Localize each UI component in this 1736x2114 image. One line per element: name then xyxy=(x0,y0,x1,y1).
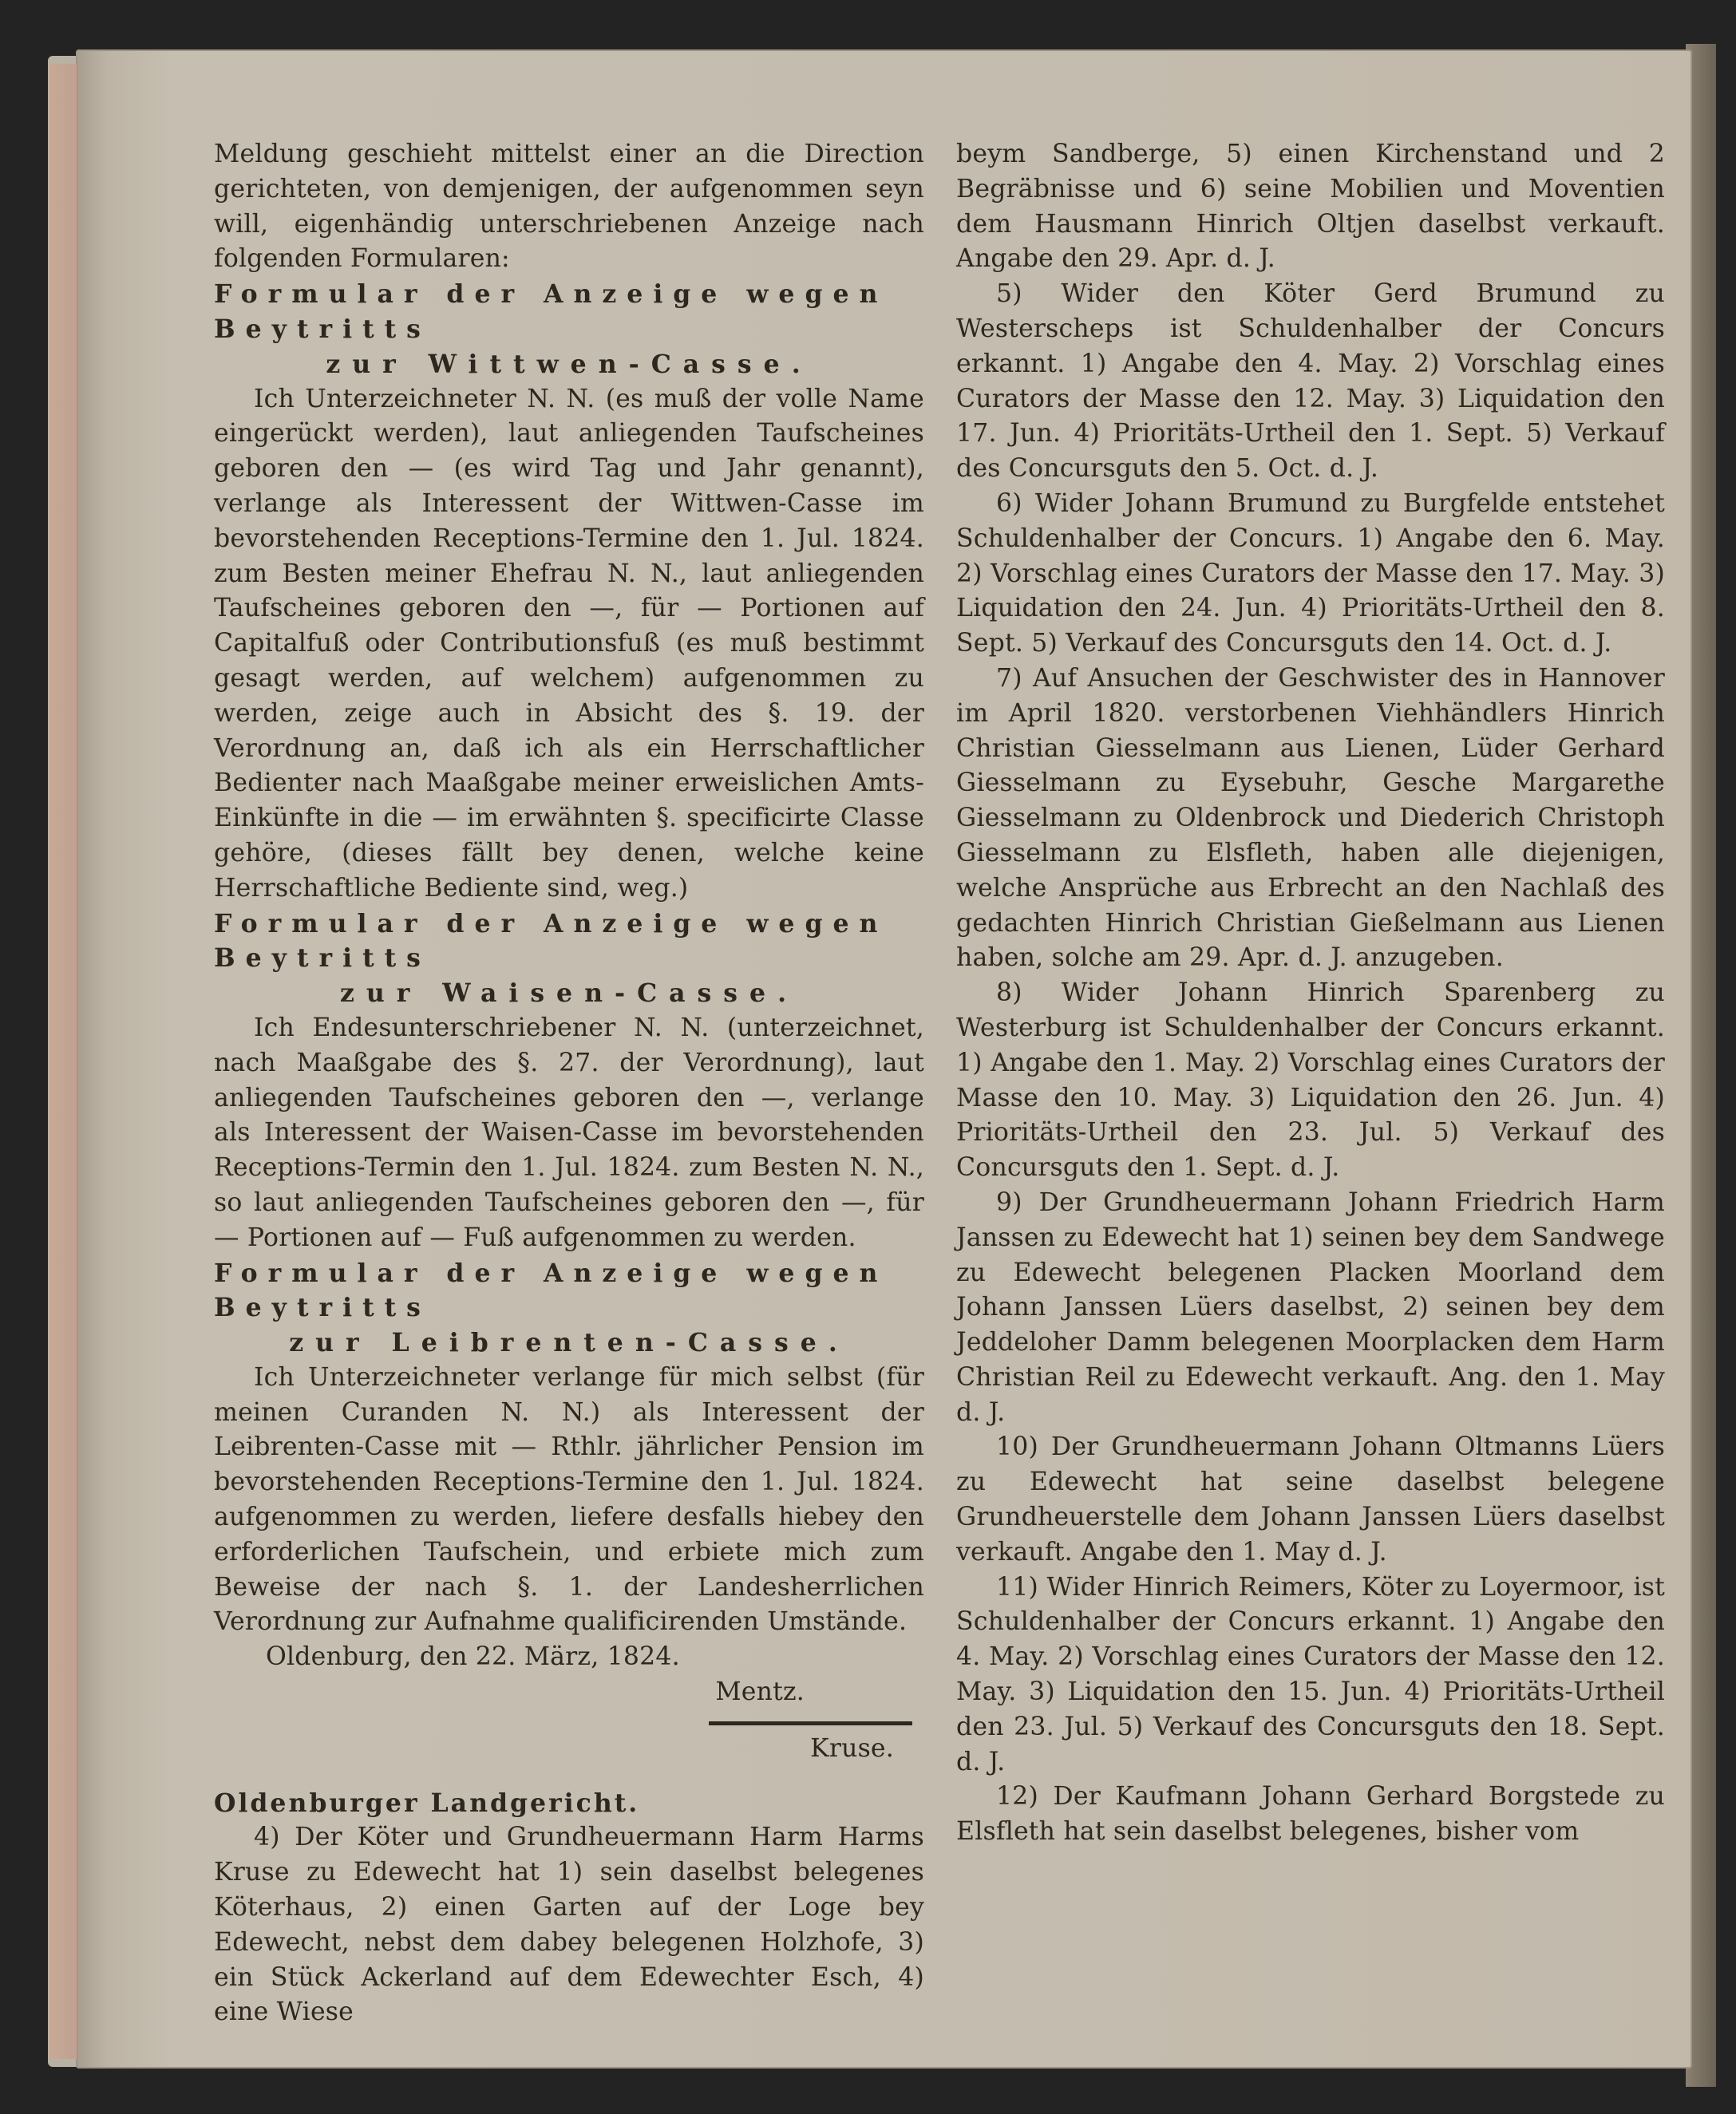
binding-strip xyxy=(49,64,78,2059)
form3-title-line2: zur Leibrenten-Casse. xyxy=(289,1328,849,1358)
notice-item-12: 12) Der Kaufmann Johann Gerhard Borgstede zu Elsfleth hat sein daselbst belegenes, bisher vom xyxy=(956,1782,1665,1847)
notice-item-4-continued: beym Sandberge, 5) einen Kirchenstand und 2 Begräbnisse und 6) seine Mobilien und Moventien dem Hausmann Hinrich Oltjen daselbst verkauft. Angabe den 29. Apr. d. J. xyxy=(956,140,1665,274)
signature-kruse: Kruse. xyxy=(810,1733,894,1763)
notice-item-11: 11) Wider Hinrich Reimers, Köter zu Loyermoor, ist Schuldenhalber der Concurs erkannt. 1) Angabe den 4. May. 2) Vorschlag eines Curators der Masse den 12. May. 3) Liquidation den 15. Jun. 4) Prioritäts-Urtheil den 23. Jul. 5) Verkauf des Concursguts den 18. Sept. d. J. xyxy=(956,1572,1665,1776)
place-date: Oldenburg, den 22. März, 1824. xyxy=(266,1642,680,1672)
notice-item-5: 5) Wider den Köter Gerd Brumund zu Westerscheps ist Schuldenhalber der Concurs erkannt. 1) Angabe den 4. May. 2) Vorschlag eines Curators der Masse den 12. May. 3) Liquidation den 17. Jun. 4) Prioritäts-Urtheil den 1. Sept. 5) Verkauf des Concursguts den 5. Oct. d. J. xyxy=(956,279,1665,484)
form1-text: Ich Unterzeichneter N. N. (es muß der volle Name eingerückt werden), laut anliegenden Taufscheines geboren den — (es wird Tag und Jahr genannt), verlange als Interessent der Wittwen-Casse im bevorstehenden Receptions-Termine den 1. Jul. 1824. zum Besten meiner Ehefrau N. N., laut anliegenden Taufscheines geboren den —, für — Portionen auf Capitalfuß oder Contributionsfuß (es muß bestimmt gesagt werden, auf welchem) aufgenommen zu werden, zeige auch in Absicht des §. 19. der Verordnung an, daß ich als ein Herrschaftlicher Bedienter nach Maaßgabe meiner erweislichen Amts-Einkünfte in die — im erwähnten §. specificirte Classe gehöre, (dieses fällt bey denen, welche keine Herrschaftliche Bediente sind, weg.) xyxy=(214,384,924,903)
notice-item-7: 7) Auf Ansuchen der Geschwister des in Hannover im April 1820. verstorbenen Viehhändlers Hinrich Christian Giesselmann aus Lienen, Lüder Gerhard Giesselmann zu Eysebuhr, Gesche Margarethe Giesselmann zu Oldenbrock und Diederich Christoph Giesselmann zu Elsfleth, haben alle diejenigen, welche Ansprüche aus Erbrecht an den Nachlaß des gedachten Hinrich Christian Gießelmann aus Lienen haben, solche am 29. Apr. d. J. anzugeben. xyxy=(956,663,1665,973)
intro-paragraph: Meldung geschieht mittelst einer an die Direction gerichteten, von demjenigen, der aufgenommen seyn will, eigenhändig unterschriebenen Anzeige nach folgenden Formularen: xyxy=(214,140,924,274)
form2-title-line1: Formular der Anzeige wegen Beytritts xyxy=(214,908,888,974)
notice-item-10: 10) Der Grundheuermann Johann Oltmanns Lüers zu Edewecht hat seine daselbst belegene Grundheuerstelle dem Johann Janssen Lüers daselbst verkauft. Angabe den 1. May d. J. xyxy=(956,1432,1665,1567)
form1-title-line2: zur Wittwen-Casse. xyxy=(326,349,813,379)
notice-item-8: 8) Wider Johann Hinrich Sparenberg zu Westerburg ist Schuldenhalber der Concurs erkannt. 1) Angabe den 1. May. 2) Vorschlag eines Curators der Masse den 10. May. 3) Liquidation den 26. Jun. 4) Prioritäts-Urtheil den 23. Jul. 5) Verkauf des Concursguts den 1. Sept. d. J. xyxy=(956,978,1665,1183)
left-column xyxy=(214,137,924,2030)
right-column xyxy=(956,137,1665,1850)
notice-item-9: 9) Der Grundheuermann Johann Friedrich Harm Janssen zu Edewecht hat 1) seinen bey dem Sandwege zu Edewecht belegenen Placken Moorland dem Johann Janssen Lüers daselbst, 2) seinen bey dem Jeddeloher Damm belegenen Moorplacken dem Harm Christian Reil zu Edewecht verkauft. Ang. den 1. May d. J. xyxy=(956,1187,1665,1427)
form3-text: Ich Unterzeichneter verlange für mich selbst (für meinen Curanden N. N.) als Interessent der Leibrenten-Casse mit — Rthlr. jährlicher Pension im bevorstehenden Receptions-Termine den 1. Jul. 1824. aufgenommen zu werden, liefere desfalls hiebey den erforderlichen Taufschein, und erbiete mich zum Beweise der nach §. 1. der Landesherrlichen Verordnung zur Aufnahme qualificirenden Umstände. xyxy=(214,1362,924,1637)
form3-title-line1: Formular der Anzeige wegen Beytritts xyxy=(214,1258,888,1323)
form1-title-line1: Formular der Anzeige wegen Beytritts xyxy=(214,279,888,344)
signature-mentz: Mentz. xyxy=(715,1677,805,1707)
notice-item-4: 4) Der Köter und Grundheuermann Harm Harms Kruse zu Edewecht hat 1) sein daselbst belegenes Köterhaus, 2) einen Garten auf der Loge bey Edewecht, nebst dem dabey belegenen Holzhofe, 3) ein Stück Ackerland auf dem Edewechter Esch, 4) eine Wiese xyxy=(214,1823,924,2027)
form2-text: Ich Endesunterschriebener N. N. (unterzeichnet, nach Maaßgabe des §. 27. der Verordnung), laut anliegenden Taufscheines geboren den —, verlange als Interessent der Waisen-Casse im bevorstehenden Receptions-Termin den 1. Jul. 1824. zum Besten N. N., so laut anliegenden Taufscheines geboren den —, für — Portionen auf — Fuß aufgenommen zu werden. xyxy=(214,1013,924,1252)
court-heading: Oldenburger Landgericht. xyxy=(214,1788,640,1818)
form2-title-line2: zur Waisen-Casse. xyxy=(339,978,799,1009)
notice-item-6: 6) Wider Johann Brumund zu Burgfelde entstehet Schuldenhalber der Concurs. 1) Angabe den 6. May. 2) Vorschlag eines Curators der Masse den 17. May. 3) Liquidation den 24. Jun. 4) Prioritäts-Urtheil den 8. Sept. 5) Verkauf des Concursguts den 14. Oct. d. J. xyxy=(956,488,1665,658)
signature-rule xyxy=(709,1721,912,1725)
